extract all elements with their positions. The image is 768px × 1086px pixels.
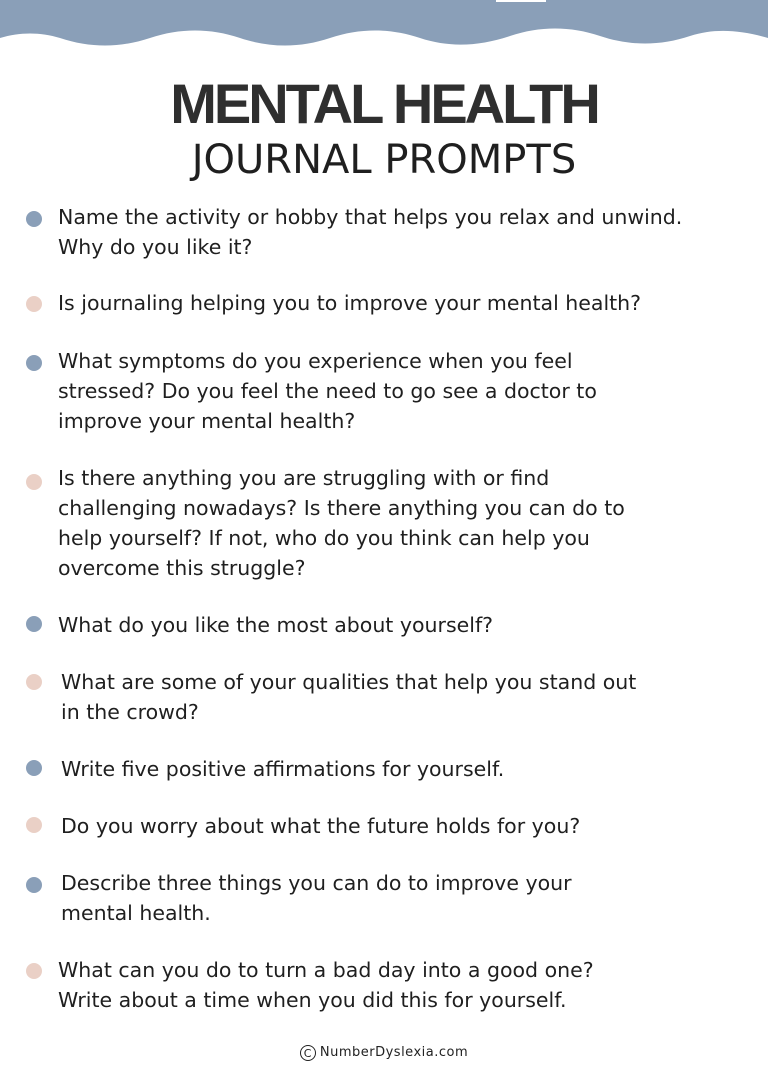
copyright-icon: C [300,1045,316,1061]
bullet-dot-blue [26,877,42,893]
prompt-text: Is there anything you are struggling with or find challenging nowadays? Is there anything you can do to help yourself? If not, who do you think can help you overcome this struggle? [58,466,625,580]
page-title: MENTAL HEALTH [170,72,598,135]
prompt-text: Do you worry about what the future holds for you? [61,814,581,838]
prompt-text: What can you do to turn a bad day into a good one? Write about a time when you did this for yourself. [58,958,594,1012]
bullet-dot-blue [26,211,42,227]
prompt-text: Is journaling helping you to improve your mental health? [58,291,642,315]
prompt-text: What symptoms do you experience when you feel stressed? Do you feel the need to go see a doctor to improve your mental health? [58,349,597,433]
bullet-dot-pink [26,963,42,979]
page-subtitle: JOURNAL PROMPTS [191,137,577,183]
prompt-text: What do you like the most about yourself? [58,613,494,637]
bullet-dot-pink [26,474,42,490]
prompt-text: What are some of your qualities that help you stand out in the crowd? [61,670,637,724]
top-wave-banner [0,0,768,56]
footer-site: NumberDyslexia.com [319,1045,469,1060]
bullet-dot-blue [26,355,42,371]
footer [0,1043,768,1063]
bullet-dot-pink [26,296,42,312]
prompt-text: Write five positive affirmations for yourself. [61,757,505,781]
bullet-dot-pink [26,674,42,690]
bullet-dot-blue [26,760,42,776]
prompt-text: Describe three things you can do to improve your mental health. [61,871,572,925]
bullet-dot-blue [26,616,42,632]
bullet-dot-pink [26,817,42,833]
prompt-text: Name the activity or hobby that helps you relax and unwind. Why do you like it? [58,205,683,259]
